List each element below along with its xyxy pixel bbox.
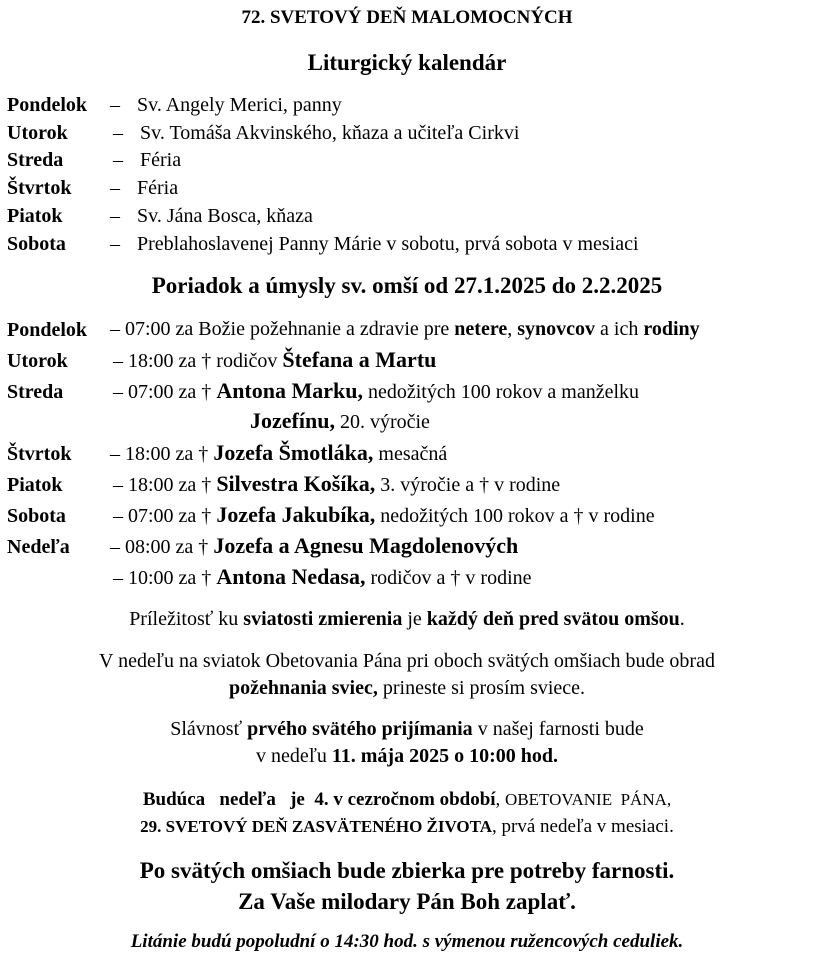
mass-text: nedožitých 100 rokov a manželku [363, 381, 640, 403]
mass-text: – 08:00 za † [110, 536, 214, 558]
notice-bold: 11. mája 2025 o 10:00 hod. [331, 745, 558, 767]
notice-bold: sviatosti zmierenia [243, 608, 403, 630]
masses-heading: Poriadok a úmysly sv. omší od 27.1.2025 do 2.2.2025 [151, 273, 663, 298]
mass-highlight: synovcov [517, 318, 596, 340]
notice-text: prineste si prosím sviece. [377, 677, 586, 699]
notice-text: v našej farnosti bude [472, 718, 644, 740]
mass-text: a ich [595, 318, 644, 340]
communion-notice [0, 716, 814, 770]
calendar-dash: – [110, 177, 120, 199]
calendar-day: Sobota [7, 233, 66, 255]
mass-text: – 07:00 za † [113, 381, 217, 403]
mass-text: , [507, 318, 518, 340]
calendar-day: Streda [7, 149, 64, 171]
mass-text: – 07:00 za † [113, 505, 217, 527]
mass-intention [113, 378, 639, 404]
mass-intention [113, 502, 655, 528]
mass-name: Jozefa a Agnesu Magdolenových [213, 533, 519, 558]
notice-text: je [402, 608, 427, 630]
mass-day: Nedeľa [7, 536, 70, 558]
mass-text: – 07:00 za Božie požehnanie a zdravie pre [110, 318, 455, 340]
notice-bold: 29. SVETOVÝ DEŇ ZASVÄTENÉHO ŽIVOTA [140, 817, 493, 836]
calendar-dash: – [110, 94, 120, 116]
mass-intention [110, 318, 700, 341]
calendar-heading: Liturgický kalendár [307, 50, 507, 75]
notice-text: Slávnosť [170, 718, 248, 740]
calendar-dash: – [110, 205, 120, 227]
mass-intention [113, 347, 436, 373]
next-sunday-notice [0, 786, 814, 840]
mass-name: Jozefa Šmotláka, [213, 440, 374, 465]
mass-day: Piatok [7, 474, 63, 496]
mass-intention [110, 440, 447, 466]
calendar-text: Preblahoslavenej Panny Márie v sobotu, prvá sobota v mesiaci [137, 233, 639, 255]
notice-text: , prvá nedeľa v mesiaci. [492, 816, 674, 837]
mass-name: Antona Marku, [216, 378, 363, 403]
notice-text: , [495, 789, 506, 810]
calendar-text: Sv. Tomáša Akvinského, kňaza a učiteľa Cirkvi [140, 122, 520, 144]
mass-name: Štefana a Martu [282, 347, 437, 372]
mass-day: Streda [7, 381, 64, 403]
mass-text: – 18:00 za † [113, 474, 217, 496]
mass-text: 3. výročie a † v rodine [375, 474, 561, 496]
mass-text: 20. výročie [334, 411, 430, 433]
mass-intention-cont [250, 408, 430, 434]
notice-line [0, 716, 814, 743]
mass-highlight: netere [454, 318, 508, 340]
calendar-text: Sv. Jána Bosca, kňaza [137, 205, 313, 227]
mass-day: Utorok [7, 350, 68, 372]
notice-line [0, 675, 814, 702]
calendar-text: Féria [137, 177, 179, 199]
calendar-dash: – [110, 233, 120, 255]
notice-line [0, 786, 814, 813]
notice-smallcaps: OBETOVANIE PÁNA, [505, 790, 672, 809]
mass-name: Jozefínu, [250, 408, 335, 433]
mass-highlight: rodiny [643, 318, 700, 340]
mass-text: – 10:00 za † [113, 567, 217, 589]
calendar-day: Štvrtok [7, 177, 72, 199]
notice-text: Príležitosť ku [129, 608, 244, 630]
mass-day: Sobota [7, 505, 66, 527]
mass-day: Pondelok [7, 319, 88, 341]
mass-name: Jozefa Jakubíka, [216, 502, 376, 527]
notice-line: Po svätých omšiach bude zbierka pre potreby farnosti. [139, 858, 675, 883]
mass-name: Silvestra Košíka, [216, 471, 376, 496]
mass-text: nedožitých 100 rokov a † v rodine [375, 505, 655, 527]
mass-name: Antona Nedasa, [216, 564, 366, 589]
notice-line: Za Vaše milodary Pán Boh zaplať. [238, 889, 576, 914]
mass-intention [113, 564, 532, 590]
mass-intention [113, 471, 560, 497]
collection-notice [0, 855, 814, 917]
calendar-dash: – [113, 149, 123, 171]
mass-text: – 18:00 za † rodičov [113, 350, 283, 372]
notice-line [0, 743, 814, 770]
mass-text: rodičov a † v rodine [365, 567, 532, 589]
notice-text: v nedeľu [255, 745, 332, 767]
litany-notice: Litánie budú popoludní o 14:30 hod. s výmenou ružencových ceduliek. [130, 931, 684, 952]
notice-text: V nedeľu na sviatok Obetovania Pána pri oboch svätých omšiach bude obrad [99, 650, 715, 672]
calendar-dash: – [113, 122, 123, 144]
calendar-day: Utorok [7, 122, 68, 144]
mass-intention [110, 533, 518, 559]
candles-notice [0, 648, 814, 702]
notice-bold: Budúca nedeľa je 4. v cezročnom období [142, 789, 496, 810]
mass-text: mesačná [373, 443, 448, 465]
notice-text: . [679, 608, 685, 630]
calendar-day: Pondelok [7, 94, 88, 116]
calendar-day: Piatok [7, 205, 63, 227]
notice-bold: prvého svätého prijímania [247, 718, 473, 740]
notice-bold: požehnania sviec, [228, 677, 378, 699]
notice-bold: každý deň pred svätou omšou [426, 608, 680, 630]
page-title: 72. SVETOVÝ DEŇ MALOMOCNÝCH [241, 7, 573, 28]
mass-day: Štvrtok [7, 443, 72, 465]
calendar-text: Féria [140, 149, 182, 171]
confession-notice [0, 606, 814, 633]
notice-line [0, 813, 814, 840]
calendar-text: Sv. Angely Merici, panny [137, 94, 342, 116]
mass-text: – 18:00 za † [110, 443, 214, 465]
